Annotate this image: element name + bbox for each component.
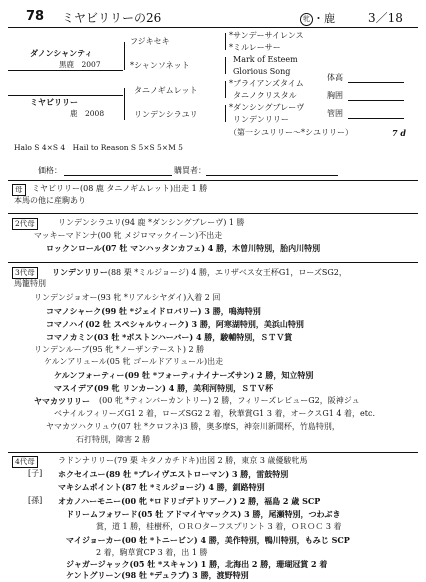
girth-field[interactable]	[348, 100, 404, 101]
family-line: （第一シユリリー～*シユリリー）	[229, 128, 353, 137]
buyer-field[interactable]	[206, 175, 338, 176]
cannon-field[interactable]	[348, 118, 404, 119]
gen3-line: リンデンジョオー(93 牝 *リアルシヤダイ)入着 2 回	[34, 293, 221, 302]
color-label: ・鹿	[313, 12, 335, 25]
gen4-row: 賞，道 1 勝，桂樹杯，ＯＲＯターフスプリント 3 着，ＯＲＯＣ 3 着	[96, 522, 342, 531]
section-rule-2	[8, 213, 418, 214]
gen2-head: リンデンシラユリ(94 鹿 *ダンシングブレーヴ) 1 勝	[58, 218, 245, 227]
gen4-row: 2 着，駒草賞CP 3 着，出 1 勝	[96, 548, 208, 557]
family-number: 7 d	[392, 128, 406, 138]
gen3-tag: 3代母	[12, 267, 38, 279]
gen4-tag: 4代母	[12, 456, 38, 468]
dam-dam: リンデンシラユリ	[134, 110, 198, 119]
section-rule-3	[8, 262, 418, 263]
sire-info: 黒鹿 2007	[59, 60, 101, 69]
gen3-line: ケルンアリュール(05 牝 ゴールドアリュール)出走	[44, 357, 224, 366]
sire-sire-sire: *サンデーサイレンス	[229, 31, 304, 40]
sire-dam-sire: Mark of Esteem	[233, 55, 298, 64]
gen3-line: ケルンフォーティー(09 牡 *フォーティナイナーズサン) 2 勝，知立特別	[54, 370, 314, 380]
gen2-line-1: マッキーマドンナ(00 牝 メジロマックイーン)不出走	[34, 231, 223, 240]
girth-label: 胸囲	[327, 91, 343, 100]
sex-mark: 牝	[300, 13, 313, 26]
gen4-head: ラドンナリリー(79 栗 キタノカチドキ)出図 2 勝，東京 3 歳優駿牝馬	[58, 456, 308, 465]
height-label: 体高	[327, 73, 343, 82]
gen4-row: ジャガージャック(05 牡 *スキャン) 1 勝，北海出 2 勝，珊瑚冠賞 2 着	[66, 559, 328, 569]
gen4-row-tag: [孫]	[28, 496, 43, 505]
gen3-line: (00 牝 *ティンバーカントリー) 2 勝，フィリーズレビューG2，阪神ジュ	[99, 396, 360, 405]
sire-dam: *シャンソネット	[130, 61, 190, 70]
sire-dam-dam: Glorious Song	[233, 67, 291, 76]
gen2-line-2: ロックンロール(07 牡 マンハッタンカフェ) 4 勝，木曽川特別，胎内川特別	[46, 243, 321, 253]
section-rule-4	[8, 452, 418, 453]
dam-line	[8, 95, 123, 96]
dam-record: ミヤビリリー(08 鹿 タニノギムレット)出走 1 勝	[32, 184, 208, 193]
gen3-line: マスイデア(09 牝 リンカーン) 4 勝，美利河特別，ＳＴＶ杯	[54, 383, 274, 393]
price-label: 価格：	[38, 166, 62, 175]
dam-sire: タニノギムレット	[134, 86, 198, 95]
gen4-row-tag: [子]	[28, 469, 43, 478]
dam-dam-dam: リンデンリリー	[233, 115, 289, 124]
cannon-label: 管囲	[327, 109, 343, 118]
dam-dam-sire: *ダンシングブレーヴ	[229, 103, 305, 112]
gen3-line: リンデンルーブ(95 牝 *ノーザンテースト) 2 勝	[34, 345, 205, 354]
gen3-line: コマノカミン(03 牡 *ボストンハーバー) 4 勝，駿輔特別，ＳＴＶ賞	[46, 332, 293, 342]
gen4-row: オカノハーモニー(00 牝 *ロドリゴデトリアーノ) 2 勝，福島 2 歳 SCP	[58, 496, 321, 506]
gen3-line: ヤマカツハクリュウ(07 牡 *クロフネ)3 勝，奥多摩S，神奈川新聞杯，竹島特別，	[46, 422, 340, 431]
gen3-line: ベナイルフィリーズG1 2 着，ローズSG2 2 着，秋華賞G1 3 着，オークスG1 4 着，etc.	[54, 409, 375, 418]
dam-bracket	[124, 88, 125, 120]
ds-bracket	[225, 81, 226, 98]
gen3-head	[52, 267, 347, 278]
dam-info: 鹿 2008	[70, 109, 105, 118]
gen3-head-cont: 馬籠特別	[14, 279, 46, 288]
gen4-row: マイジョーカー(00 牡 *トニービン) 4 勝，美作特別，鴨川特別，もみじ SCP	[66, 535, 350, 545]
sire-sire: フジキセキ	[130, 37, 170, 46]
gen3-line: コマノハイ(02 牡 スペシャルウィーク) 3 勝，阿寒湖特別，美浜山特別	[46, 319, 304, 329]
ss-bracket	[225, 33, 226, 50]
gen3-line: コマノシャーク(99 牡 *ジェイドロバリー) 3 勝，鳴海特別	[46, 306, 261, 316]
dam-sire-sire: *ブライアンズタイム	[229, 79, 304, 88]
sex-color	[300, 10, 335, 26]
sd-bracket	[225, 57, 226, 74]
buyer-label: 購買者：	[174, 166, 206, 175]
dam-name: ミヤビリリー	[30, 97, 78, 107]
sire-name: ダノンシャンティ	[30, 48, 93, 58]
sire-line	[8, 70, 123, 71]
inbreeding-note: Halo S 4×S 4 Hail to Reason S 5×S 5×M 5	[14, 143, 183, 152]
dam-sire-dam: タニノクリスタル	[233, 91, 297, 100]
height-field[interactable]	[348, 82, 404, 83]
dam-tag: 母	[12, 184, 26, 196]
header-rule	[8, 27, 418, 28]
gen4-row: マキシムポイント(87 牡 *ミルジョージ) 4 勝，釧路特別	[58, 482, 265, 492]
gen3-head-name: リンデンリリー	[52, 267, 108, 277]
price-field[interactable]	[64, 175, 172, 176]
gen3-head-rest: (88 栗 *ミルジョージ) 4 勝，エリザベス女王杯G1，ローズSG2，	[107, 268, 347, 277]
gen2-tag: 2代母	[12, 218, 38, 230]
page-title: ミヤビリリーの26	[62, 11, 162, 25]
sire-sire-dam: *ミルレーサー	[229, 43, 281, 52]
gen4-row: ドリームフォワード(05 牡 アドマイヤマックス) 3 勝，尾瀬特別，つわぶき	[66, 509, 341, 519]
birth-date: 3／18	[368, 11, 403, 25]
lot-number: 78	[26, 9, 45, 24]
dam-note: 本馬の他に産駒あり	[14, 196, 86, 205]
gen3-line: ヤマカツリリー	[34, 396, 90, 406]
gen3-line: 石打特別，障害 2 勝	[76, 435, 151, 444]
gen4-row: ホクセイユー(89 牡 *ブレイヴエストローマン) 3 勝，雷鼓特別	[58, 469, 289, 479]
dd-bracket	[225, 105, 226, 122]
gen4-row: ケントグリーン(98 牡 *デュラブ) 3 勝，渡野特別	[66, 570, 249, 580]
section-rule-1	[8, 180, 418, 181]
sire-bracket	[124, 42, 125, 70]
